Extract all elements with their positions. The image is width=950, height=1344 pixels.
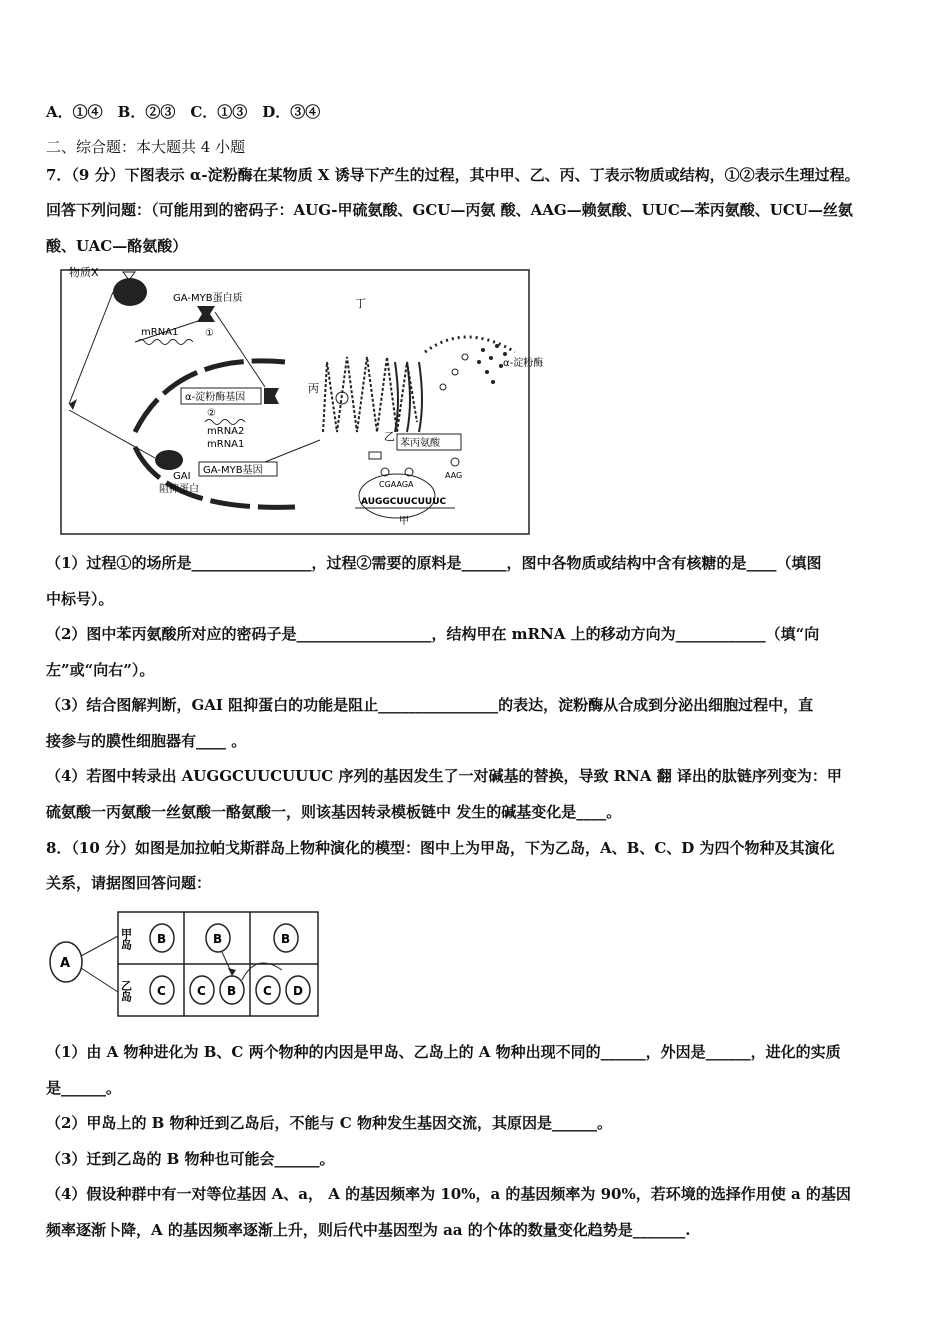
gai-label-line1: GAI [173,471,191,482]
species-b1-label: B [157,932,167,946]
arrow-x-to-left [69,292,113,404]
cgaaga-label: CGAAGA [379,480,414,489]
species-b4-label: B [227,984,237,998]
process-1-label: ① [205,328,214,339]
q8-sub2: （2）甲岛上的 B 物种迁到乙岛后，不能与 C 物种发生基因交流，其原因是______。 [46,1114,612,1132]
q8-sub3: （3）迁到乙岛的 B 物种也可能会______。 [46,1150,335,1168]
mrna1-top-label: mRNA1 [141,327,179,338]
q8-sub4-line2: 频率逐渐卜降，A 的基因频率逐渐上升，则后代中基因型为 aa 的个体的数量变化趋势是_______. [46,1221,691,1239]
label-bing: 丙 [308,382,319,395]
q7-sub2-line1: （2）图中苯丙氨酸所对应的密码子是__________________，结构甲在 mRNA 上的移动方向为____________（填“向 [46,625,820,643]
label-yi: 乙 [384,430,395,443]
figure-frame [61,270,529,534]
q7-sub4-line1: （4）若图中转录出 AUGGCUUCUUUC 序列的基因发生了一对碱基的替换，导致 RNA 翻 译出的肽链序列变为：甲 [46,767,842,785]
q6-options: A．①④ B．②③ C．①③ D．③④ [46,103,321,121]
species-b3-label: B [281,932,291,946]
q8-sub1-line2: 是______。 [46,1079,122,1097]
amylase-label: α-淀粉酶 [503,358,544,369]
mrna1-top-wave [137,340,193,345]
phe-label: 苯丙氨酸 [400,438,440,449]
label-ding: 丁 [355,297,366,310]
ga-myb-gene-label: GA-MYB基因 [203,465,263,476]
species-c3-label: C [263,984,272,998]
a-to-jia-line [81,936,118,956]
q7-stem-line2: 回答下列问题：（可能用到的密码子：AUG-甲硫氨酸、GCU—丙氨 酸、AAG—赖氨酸、UUC—苯丙氨酸、UCU—丝氨 [46,201,853,219]
q7-sub4-line2: 硫氨酸一丙氨酸一丝氨酸一酪氨酸一，则该基因转录模板链中 发生的碱基变化是____。 [46,803,622,821]
amino-acid-box [369,452,381,459]
q7-sub1-line1: （1）过程①的场所是________________，过程②需要的原料是______，图中各物质或结构中含有核糖的是____（填图 [46,554,822,572]
arrow-protein-to-gene [215,312,265,387]
q7-figure [55,262,544,537]
island-jia-label: 甲岛 [119,928,133,950]
receptor-blob [113,278,147,306]
q8-stem-line1: 8．（10 分）如图是加拉帕戈斯群岛上物种演化的模型：图中上为甲岛，下为乙岛，A、B、C、D 为四个物种及其演化 [46,839,835,857]
species-d1-label: D [293,984,303,998]
label-jia: 甲 [399,516,409,527]
q7-sub3-line2: 接参与的膜性细胞器有____ 。 [46,732,247,750]
mrna1-bottom-label: mRNA1 [207,439,245,450]
secreted-amylase-dots [440,344,507,390]
island-yi-label: 乙岛 [119,980,133,1002]
ga-myb-protein-label: GA-MYB蛋白质 [173,293,243,304]
substance-x-label: 物质X [69,266,99,279]
q8-sub4-line1: （4）假设种群中有一对等位基因 A、a， A 的基因频率为 10%，a 的基因频率为 90%，若环境的选择作用使 a 的基因 [46,1185,851,1203]
q7-stem-line3: 酸、UAC—酪氨酸） [46,237,188,255]
q8-stem-line2: 关系，请据图回答问题： [46,874,212,892]
a-to-yi-line [81,968,118,992]
amylase-gene-label: α-淀粉酶基因 [185,392,246,403]
gai-label-line2: 阻抑蛋白 [159,484,199,495]
section-title: 二、综合题：本大题共 4 小题 [46,138,246,156]
q7-stem-line1: 7．（9 分）下图表示 α-淀粉酶在某物质 X 诱导下产生的过程，其中甲、乙、丙、丁表示物质或结构，①②表示生理过程。 [46,166,860,184]
mrna-sequence-label: AUGGCUUCUUUC [361,497,447,507]
gai-repressor-shape [155,450,183,470]
species-b2-label: B [213,932,223,946]
bound-protein-shape [264,388,279,404]
process-2-label: ② [207,408,216,419]
arrow-gene-to-er [265,440,320,462]
aag-label: AAG [445,471,463,480]
q8-figure [46,908,322,1020]
q7-sub3-line1: （3）结合图解判断，GAI 阻抑蛋白的功能是阻止________________的表达，淀粉酶从合成到分泌出细胞过程中，直 [46,696,814,714]
species-c2-label: C [197,984,206,998]
mrna2-label: mRNA2 [207,426,245,437]
ga-myb-protein-shape [197,306,215,322]
species-c1-label: C [157,984,166,998]
q7-sub2-line2: 左”或“向右”）。 [46,661,155,679]
q8-sub1-line1: （1）由 A 物种进化为 B、C 两个物种的内因是甲岛、乙岛上的 A 物种出现不同的______，外因是______，进化的实质 [46,1043,841,1061]
trna-3 [451,458,459,466]
migration-arrow-head [228,968,236,976]
cell-membrane [425,337,515,352]
q7-sub1-line2: 中标号）。 [46,590,114,608]
mrna2-wave [205,420,245,425]
species-a-label: A [60,956,71,971]
